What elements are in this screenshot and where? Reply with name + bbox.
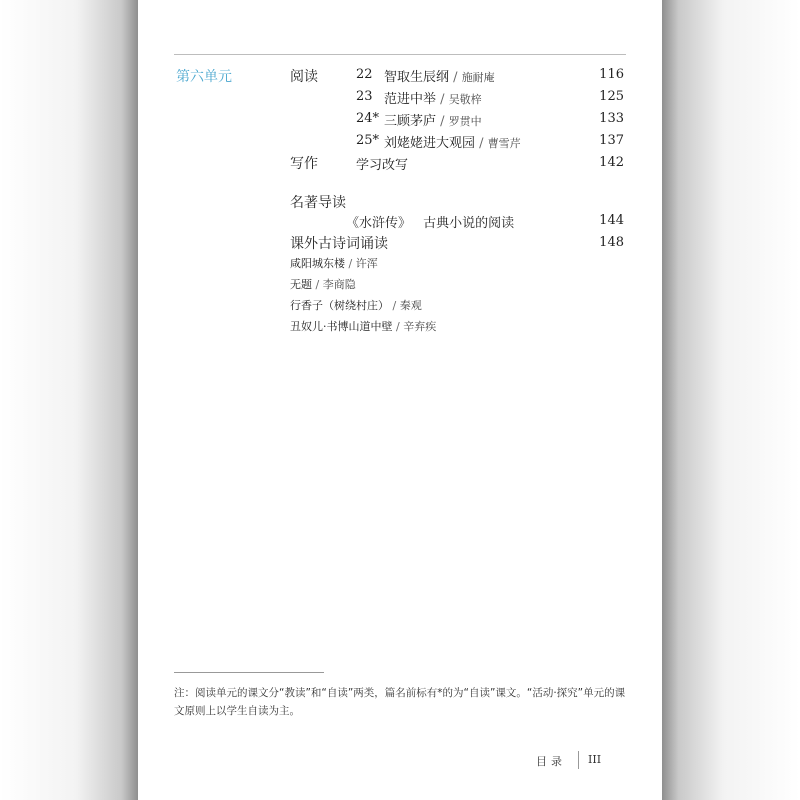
lesson-title: 范进中举 [384,92,437,107]
poetry-page-number: 148 [599,235,624,250]
lesson-number: 23 [356,89,373,104]
slash-separator: / [315,278,320,291]
classics-heading: 名著导读 [290,195,346,211]
classics-page-number: 144 [599,213,624,228]
lesson-title: 刘姥姥进大观园 [384,136,476,151]
poem-entry[interactable] [290,276,356,292]
lesson-title: 智取生辰纲 [384,70,450,85]
slash-separator: / [392,299,397,312]
poetry-heading: 课外古诗词诵读 [290,236,388,252]
poem-author: 许浑 [355,257,378,270]
slash-separator: / [396,320,400,333]
lesson-number: 24* [356,111,380,126]
poem-author: 辛弃疾 [403,320,437,333]
slash-separator: / [348,257,353,270]
poem-author: 李商隐 [322,278,356,291]
footer-page-number: III [588,753,602,766]
lesson-title: 三顾茅庐 [384,114,437,129]
classics-subtitle: 古典小说的阅读 [423,216,515,231]
page-footer [512,751,632,771]
footnote-rule [174,672,324,673]
poem-title: 行香子（树绕村庄） [290,299,389,312]
lesson-entry[interactable] [384,110,482,129]
poem-author: 秦观 [399,299,422,312]
slash-separator: / [440,114,445,129]
lesson-page-number: 133 [599,111,624,126]
footnote: 注：阅读单元的课文分“教读”和“自读”两类，篇名前标有*的为“自读”课文。“活动·探究”单元的课文原则上以学生自读为主。 [174,687,626,717]
reading-section-label: 阅读 [290,69,318,85]
top-rule [174,54,626,55]
classics-entry[interactable] [346,212,514,231]
writing-page-number: 142 [599,155,624,170]
lesson-number: 22 [356,67,373,82]
footer-divider [578,751,579,769]
lesson-author: 施耐庵 [461,71,495,84]
lesson-author: 曹雪芹 [487,137,521,150]
slash-separator: / [453,70,458,85]
footer-label: 目录 [536,755,566,768]
lesson-entry[interactable] [384,66,495,85]
writing-section-label: 写作 [290,156,318,172]
poem-title: 咸阳城东楼 [290,257,345,270]
right-page-shadow [662,0,800,800]
poem-entry[interactable] [290,318,436,334]
lesson-entry[interactable] [384,132,521,151]
lesson-author: 罗贯中 [448,115,482,128]
lesson-page-number: 116 [599,67,624,82]
poem-entry[interactable] [290,255,378,271]
slash-separator: / [440,92,445,107]
classics-book-title: 《水浒传》 [346,216,412,231]
poem-title: 丑奴儿·书博山道中壁 [290,320,393,333]
lesson-entry[interactable] [384,88,482,107]
lesson-number: 25* [356,133,380,148]
lesson-author: 吴敬梓 [448,93,482,106]
left-page-shadow [0,0,138,800]
lesson-page-number: 125 [599,89,624,104]
lesson-page-number: 137 [599,133,624,148]
writing-entry[interactable]: 学习改写 [356,158,409,173]
poem-title: 无题 [290,278,312,291]
slash-separator: / [479,136,484,151]
unit-title: 第六单元 [176,69,232,85]
toc-page [138,0,662,800]
poem-entry[interactable] [290,297,422,313]
